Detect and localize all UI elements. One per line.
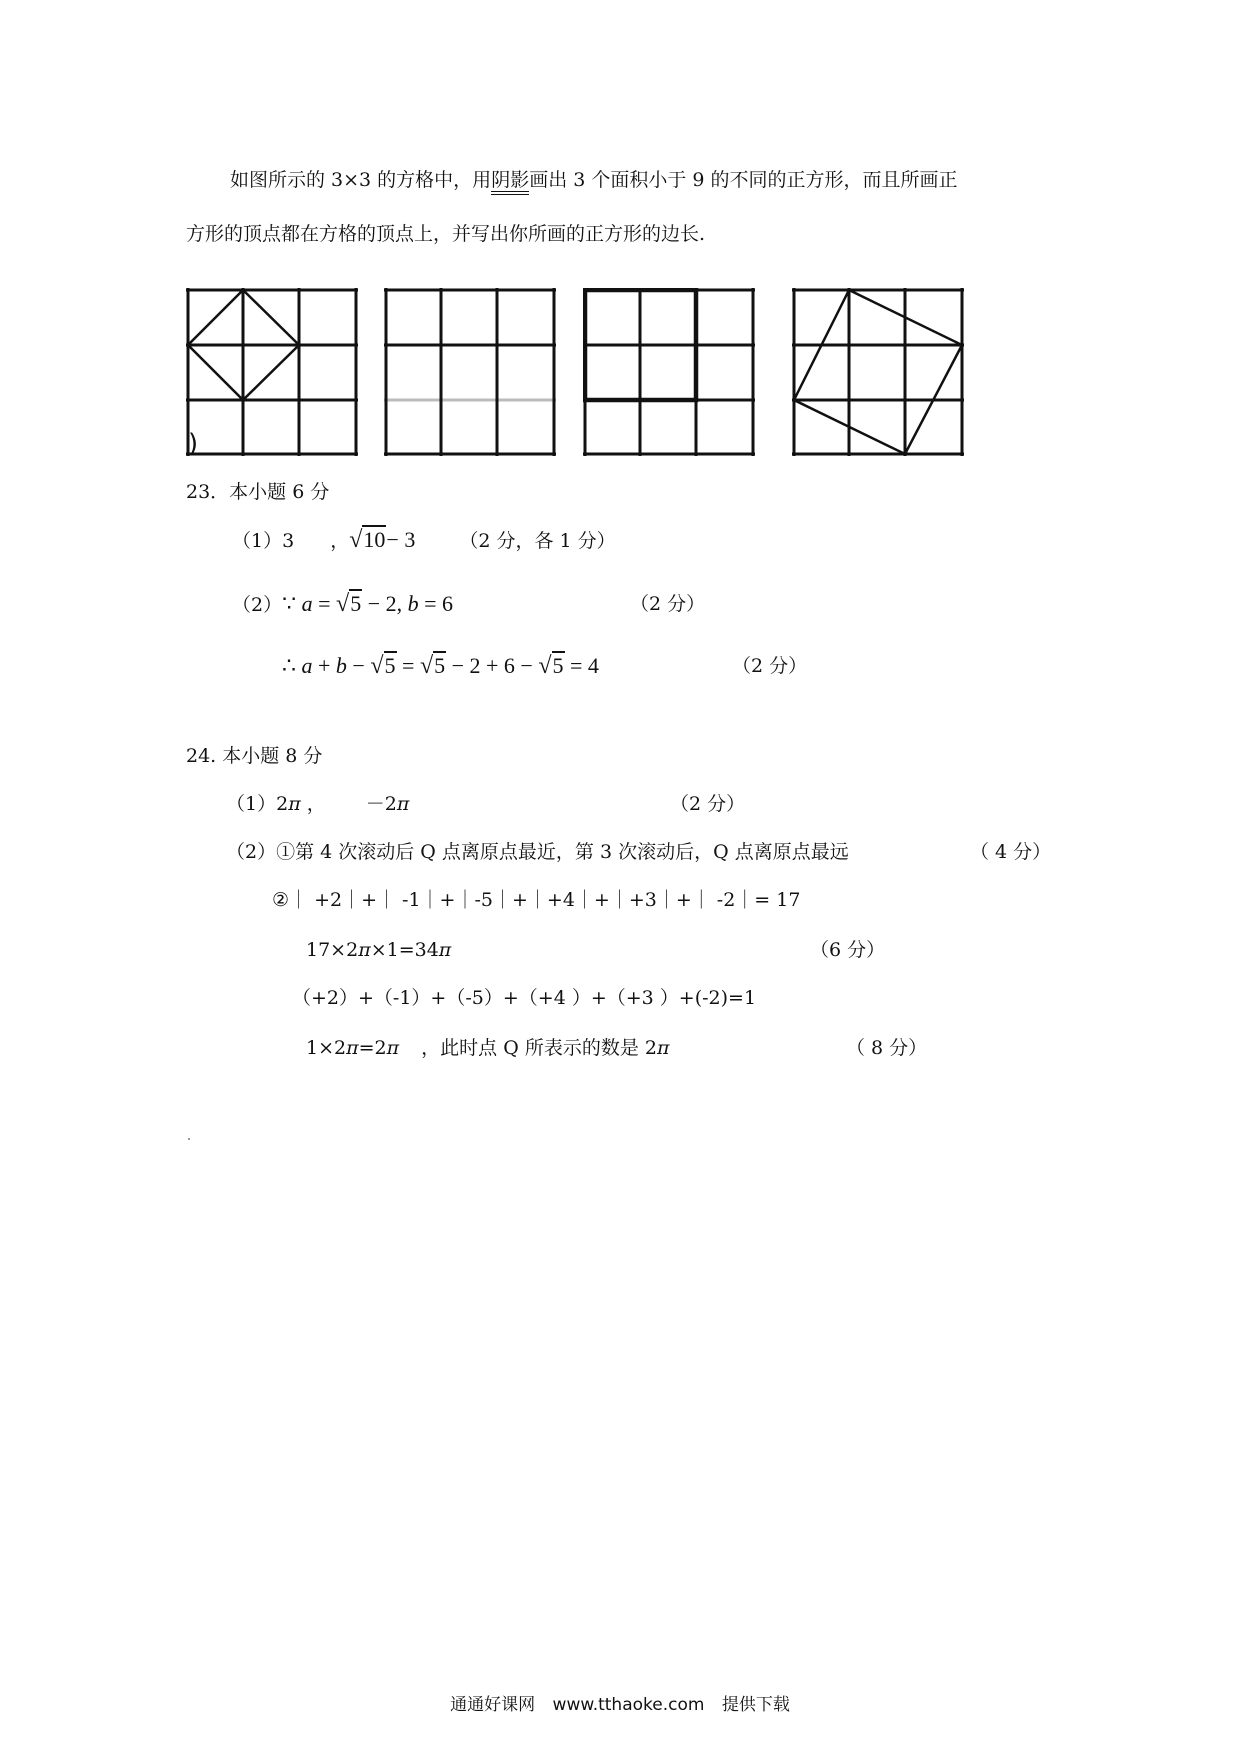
- pi-symbol: π: [346, 1037, 359, 1059]
- intro-line-2: [186, 222, 705, 246]
- stray-mark: ): [188, 429, 199, 456]
- q23-p3-mid: − 2 + 6 −: [446, 653, 539, 678]
- therefore-symbol: ∴: [282, 653, 296, 678]
- q23-p3-radicand-a: 5: [384, 653, 396, 678]
- sqrt-symbol: √5: [370, 653, 396, 679]
- q24-p6-text-b: =2: [358, 1037, 387, 1059]
- q24-part-2: （2）①第 4 次滚动后 Q 点离原点最近，第 3 次滚动后，Q 点离原点最远: [226, 841, 849, 863]
- q23-p1-score: （2 分，各 1 分）: [459, 530, 616, 552]
- var-a: a: [301, 653, 313, 678]
- sqrt-symbol: √10: [349, 527, 386, 553]
- var-b: b: [407, 591, 419, 616]
- q23-p3-minus: −: [346, 653, 371, 678]
- q24-part-3: ②｜ +2｜+｜ -1｜+｜-5｜+｜+4｜+｜+3｜+｜ -2｜= 17: [272, 889, 801, 911]
- q23-part-2: [232, 592, 453, 617]
- stray-dot: [188, 1138, 190, 1140]
- q23-p3-radicand-c: 5: [552, 653, 564, 678]
- sqrt-symbol: √5: [336, 591, 362, 617]
- footer-site-name: 通通好课网: [450, 1695, 536, 1715]
- q23-p2-radicand: 5: [350, 591, 362, 616]
- q23-p3-radicand-b: 5: [434, 653, 446, 678]
- q24-p6-score: （ 8 分）: [846, 1037, 928, 1059]
- q23-p3-score: （2 分）: [732, 655, 808, 677]
- q24-p4-text-a: 17×2: [306, 939, 359, 961]
- intro-line-1: [230, 168, 958, 192]
- q24-p4-score: （6 分）: [810, 939, 886, 961]
- q23-p3-expression: [282, 653, 599, 678]
- pi-symbol: π: [438, 939, 452, 961]
- q23-p2-score: （2 分）: [630, 593, 706, 615]
- pi-symbol: π: [396, 793, 410, 815]
- footer-action: 提供下载: [721, 1695, 790, 1715]
- q23-p3-eq: =: [396, 653, 420, 678]
- q23-part-1: [232, 528, 616, 553]
- var-b: b: [335, 653, 347, 678]
- q23-p3-result: = 4: [564, 653, 599, 678]
- q23-p1-comma: ，: [330, 530, 350, 552]
- q23-p2-eq1: =: [312, 591, 337, 616]
- q23-p2-expression: [282, 591, 453, 616]
- pi-symbol: π: [386, 1037, 400, 1059]
- q24-p1-text-a: （1）2: [226, 793, 289, 815]
- footer-url[interactable]: www.tthaoke.com: [552, 1695, 705, 1715]
- grid-figure-1: [186, 288, 358, 456]
- page-footer: [0, 1690, 1240, 1715]
- intro-emphasis: 阴影: [491, 169, 529, 195]
- intro-text-after: 画出 3 个面积小于 9 的不同的正方形，而且所画正: [529, 169, 958, 191]
- grid-figure-3: [583, 288, 755, 456]
- pi-symbol: π: [288, 793, 301, 815]
- grid-figure-4: [792, 288, 964, 456]
- intro-text-line2: 方形的顶点都在方格的顶点上，并写出你所画的正方形的边长.: [186, 223, 706, 245]
- sqrt-symbol: √5: [419, 653, 446, 679]
- q24-p6-text-a: 1×2: [306, 1037, 347, 1059]
- q24-part-5: （+2）+（-1）+（-5）+（+4 ）+（+3 ）+(-2)=1: [292, 987, 757, 1009]
- q24-part-1: [226, 792, 409, 816]
- q24-p1-text-b: ，: [300, 793, 326, 815]
- q24-p1-text-c: －2: [365, 793, 397, 815]
- q24-p6-text-c: ，此时点 Q 所表示的数是 2: [415, 1037, 657, 1059]
- q23-p1-label: （1）3: [232, 530, 295, 552]
- sqrt-symbol: √5: [538, 653, 564, 679]
- q23-p1-radicand: 10: [363, 527, 386, 552]
- q23-p3-plus: +: [312, 653, 336, 678]
- q24-p1-score: （2 分）: [670, 793, 746, 815]
- pi-symbol: π: [656, 1037, 670, 1059]
- q24-part-6: [306, 1036, 669, 1060]
- grid-figure-2: [384, 288, 556, 456]
- q23-p2-eq2: = 6: [418, 591, 454, 616]
- q23-p1-rest: − 3: [386, 527, 416, 552]
- because-symbol: ∵: [282, 591, 297, 616]
- q24-heading: 24. 本小题 8 分: [186, 745, 323, 767]
- q23-p2-label: （2）: [232, 594, 283, 616]
- q24-p2-score: （ 4 分）: [970, 841, 1052, 863]
- q23-part-3: [282, 654, 599, 679]
- q24-part-4: [306, 938, 451, 962]
- pi-symbol: π: [358, 939, 371, 961]
- q23-p2-mid: − 2,: [362, 591, 408, 616]
- q24-p4-text-b: ×1=34: [370, 939, 439, 961]
- intro-text-before: 如图所示的 3×3 的方格中，用: [230, 169, 492, 191]
- q23-heading: 23．本小题 6 分: [186, 481, 330, 503]
- var-a: a: [301, 591, 313, 616]
- q23-p1-expression: [349, 527, 415, 552]
